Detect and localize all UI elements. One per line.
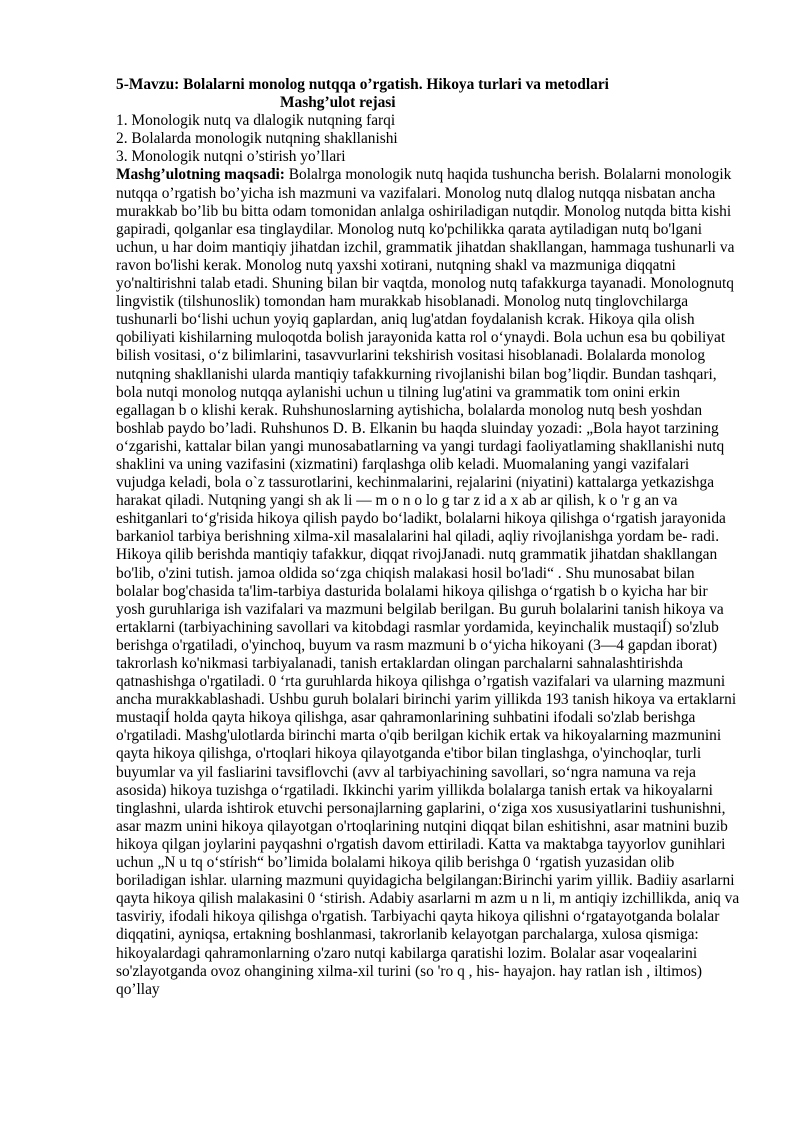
- document-title: 5-Mavzu: Bolalarni monolog nutqqa o’rgatish. Hikoya turlari va metodlari: [116, 76, 609, 93]
- goal-label: Mashg’ulotning maqsadi:: [116, 166, 285, 184]
- body-paragraph: [116, 166, 740, 998]
- plan-item-2: 2. Bolalarda monologik nutqning shakllanishi: [116, 130, 398, 148]
- goal-text: Bolalrga monologik nutq haqida tushuncha berish. Bolalarni monologik nutqqa o’rgatish bo’yicha ish mazmuni va vazifalari. Monolog nutq dlalog nutqqa nisbatan ancha murakkab bo’lib bu bitta odam tomonidan anlalga oshiriladigan nutqdir. Monolog nutqda bitta kishi gapiradi, qolganlar esa tinglaydilar. Monolog nutq ko'pchilikka qarata aytiladigan nutq bo'lgani uchun, u har doim mantiqiy jihatdan izchil, grammatik jihatdan shakllangan, hammaga tushunarli va ravon bo'lishi kerak. Monolog nutq yaxshi xotirani, nutqning shakl va mazmuniga diqqatni yo'naltirishni talab etadi. Shuning bilan bir vaqtda, monolog nutq tafakkurga tayanadi. Monolognutq lingvistik (tilshunoslik) tomondan ham murakkab hisoblanadi. Monolog nutq tinglovchilarga tushunarli bo‘lishi uchun yoyiq gaplardan, aniq lug'atdan foydalanish kcrak. Hikoya qila olish qobiliyati kishilarning muloqotda bolish jarayonida katta rol o‘ynaydi. Bola uchun esa bu qobiliyat bilish vositasi, o‘z bilimlarini, tasavvurlarini tekshirish vositasi hisoblanadi. Bolalarda monolog nutqning shakllanishi ularda mantiqiy tafakkurning rivojlanishi bilan bog’liqdir. Bundan tashqari, bola nutqi monolog nutqqa aylanishi uchun u tilning lug'atini va grammatik tom onini erkin egallagan b o klishi kerak. Ruhshunoslarning aytishicha, bolalarda monolog nutq besh yoshdan boshlab paydo bo’ladi. Ruhshunos D. B. Elkanin bu haqda sluinday yozadi: „Bola hayot tarzining o‘zgarishi, kattalar bilan yangi munosabatlarning va yangi turdagi faoliyatlaming shakllanishi nutq shaklini va uning vazifasini (xizmatini) farqlashga olib keladi. Muomalaning yangi vazifalari vujudga keladi, bola o`z tassurotlarini, kechinmalarini, rejalarini (niyatini) kattalarga yetkazishga harakat qiladi. Nutqning yangi sh ak li — m o n o lo g tar z id a x ab ar qilish, k o 'r g an va eshitganlari to‘g'risida hikoya qilish paydo bo‘ladikt, bolalarni hikoya qilishga o‘rgatish jarayonida barkaniol tarbiya berishning xilma-xil masalalarini hal qiladi, aqliy rivojlanishga yordam be- radi. Hikoya qilib berishda mantiqiy tafakkur, diqqat rivojJanadi. nutq grammatik jihatdan shakllangan bo'lib, o'zini tutish. jamoa oldida so‘zga chiqish malakasi hosil bo'ladi“ . Shu munosabat bilan bolalar bog'chasida ta'lim-tarbiya dasturida bolalami hikoya qilishga o‘rgatish b o kyicha har bir yosh guruhlariga ish vazifalari va mazmuni belgilab berilgan. Bu guruh bolalarini tanish hikoya va ertaklarni (tarbiyachining savollari va kitobdagi rasmlar yordamida, keyinchalik mustaqiÍ) so'zlub berishga o'rgatiladi, o'yinchoq, buyum va rasm mazmuni b o‘yicha hikoyani (3—4 gapdan iborat) takrorlash ko'nikmasi tarbiyalanadi, tanish ertaklardan olingan parchalarni sahnalashtirishda qatnashishga o'rgatiladi. 0 ‘rta guruhlarda hikoya qilishga o’rgatish vazifalari va ularning mazmuni ancha murakkablashadi. Ushbu guruh bolalari birinchi yarim yillikda 193 tanish hikoya va ertaklarni mustaqiÍ holda qayta hikoya qilishga, asar qahramonlarining suhbatini ifodali so'zlab berishga o'rgatiladi. Mashg'ulotlarda birinchi marta o'qib berilgan kichik ertak va hikoyalarning mazmunini qayta hikoya qilishga, o'rtoqlari hikoya qilayotganda e'tibor bilan tinglashga, o'yinchoqlar, turli buyumlar va yil fasliarini tavsiflovchi (avv al tarbiyachining savollari, so‘ngra namuna va reja asosida) hikoya tuzishga o‘rgatiladi. Ikkinchi yarim yillikda bolalarga tanish ertak va hikoyalarni tinglashni, ularda ishtirok etuvchi personajlarning gaplarini, o‘ziga xos xususiyatlarini tushunishni, asar mazm unini hikoya qilayotgan o'rtoqlarining nutqini diqqat bilan eshitishni, asar matnini buzib hikoya qilgan joylarini payqashni o'rgatish davom ettiriladi. Katta va maktabga tayyorlov gunihlari uchun „N u tq o‘stírish“ bo’limida bolalami hikoya qilib berishga 0 ‘rgatish yuzasidan olib boriladigan ishlar. ularning mazmuni quyidagicha belgilangan:Birinchi yarim yillik. Badiiy asarlarni qayta hikoya qilish malakasini 0 ‘stirish. Adabiy asarlarni m azm u n li, m antiqiy izchillikda, aniq va tasviriy, ifodali hikoya qilishga o'rgatish. Tarbiyachi qayta hikoya qilishni o‘rgatayotganda bolalar diqqatini, ayniqsa, ertakning boshlanmasi, takrorlanib kelayotgan parchalarga, xulosa qismiga: hikoyalardagi qahramonlarning o'zaro nutqi kabilarga qaratishi lozim. Bolalar asar voqealarini so'zlayotganda ovoz ohangining xilma-xil turini (so 'ro q , his- hayajon. hay ratlan ish , iltimos) qo’llay: [116, 166, 740, 998]
- plan-item-3: 3. Monologik nutqni o’stirish yo’llari: [116, 148, 346, 166]
- document-page: [116, 76, 740, 999]
- plan-heading: Mashg’ulot rejasi: [280, 94, 396, 112]
- plan-item-1: 1. Monologik nutq va dlalogik nutqning farqi: [116, 112, 396, 130]
